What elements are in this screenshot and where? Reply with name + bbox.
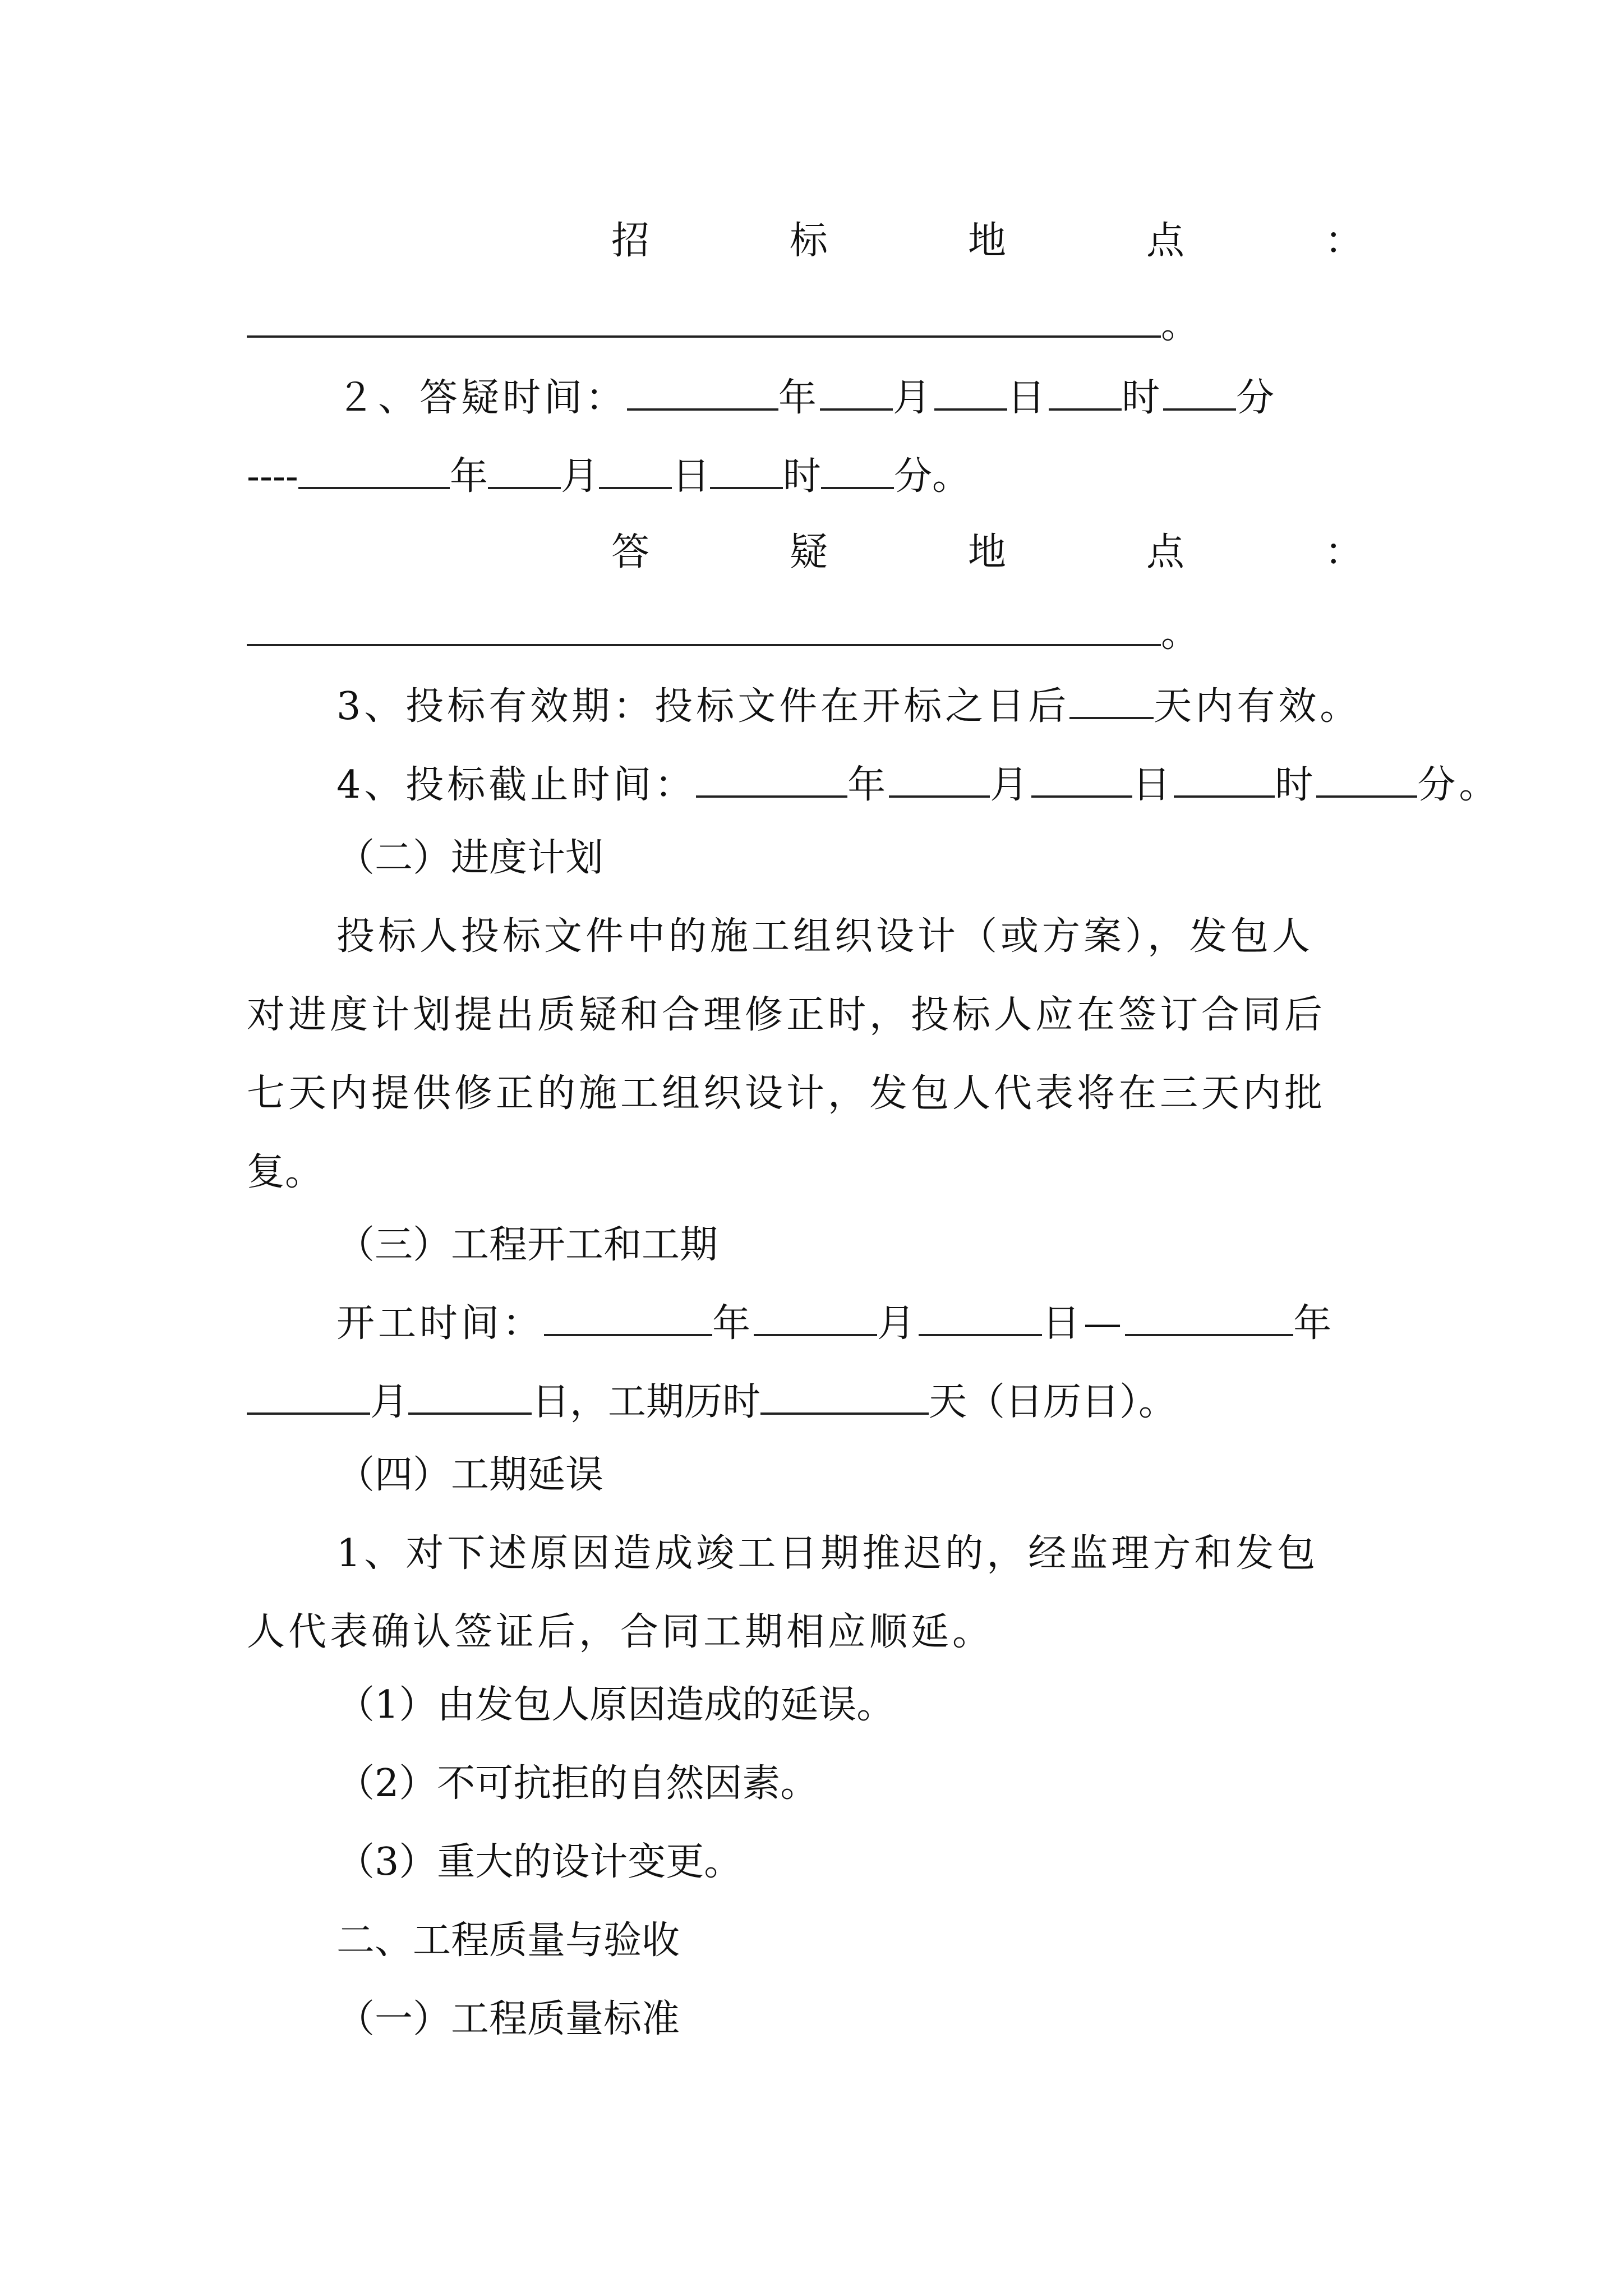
sub-heading-quality-standard: （一）工程质量标准: [336, 1997, 680, 2041]
section-heading-quality: 二、工程质量与验收: [336, 1918, 680, 1963]
start-time-line-2: 月 日，工期历时 天（日历日）。: [247, 1374, 1391, 1430]
schedule-paragraph-line-4: 复。: [247, 1150, 324, 1194]
schedule-paragraph-line-3: 七天内提供修正的施工组织设计，发包人代表将在三天内批: [247, 1071, 1326, 1116]
delay-reason-3: （3）重大的设计变更。: [336, 1840, 743, 1884]
delay-paragraph-line-2: 人代表确认签证后，合同工期相应顺延。: [247, 1610, 994, 1654]
bid-location-blank: 。: [247, 297, 1391, 353]
bid-location-label: 招 标 地 点 ：: [611, 219, 1363, 263]
delay-paragraph-line-1: 1、对下述原因造成竣工日期推迟的，经监理方和发包: [336, 1531, 1319, 1576]
delay-reason-2: （2）不可抗拒的自然因素。: [336, 1761, 819, 1806]
qa-time-line-1: ２、答疑时间： 年 月 日 时 分: [336, 370, 1391, 426]
delay-reason-1: （1）由发包人原因造成的延误。: [336, 1683, 895, 1727]
start-time-line-1: 开工时间： 年 月 日— 年: [336, 1296, 1391, 1352]
bid-deadline: 4、投标截止时间： 年 月 日 时 分。: [336, 757, 1391, 813]
schedule-paragraph-line-2: 对进度计划提出质疑和合理修正时，投标人应在签订合同后: [247, 993, 1326, 1037]
qa-location-label: 答 疑 地 点 ：: [611, 530, 1363, 574]
qa-time-line-2: ---- 年 月 日 时 分。: [247, 449, 1391, 505]
blank-line: [247, 299, 1161, 338]
sub-heading-delay: （四）工期延误: [336, 1453, 604, 1497]
bid-validity: 3、投标有效期：投标文件在开标之日后 天内有效。: [336, 679, 1391, 735]
schedule-paragraph-line-1: 投标人投标文件中的施工组织设计（或方案），发包人: [336, 914, 1314, 959]
sub-heading-start: （三）工程开工和工期: [336, 1223, 718, 1267]
sub-heading-schedule: （二）进度计划: [336, 836, 604, 880]
qa-location-blank: 。: [247, 606, 1391, 662]
